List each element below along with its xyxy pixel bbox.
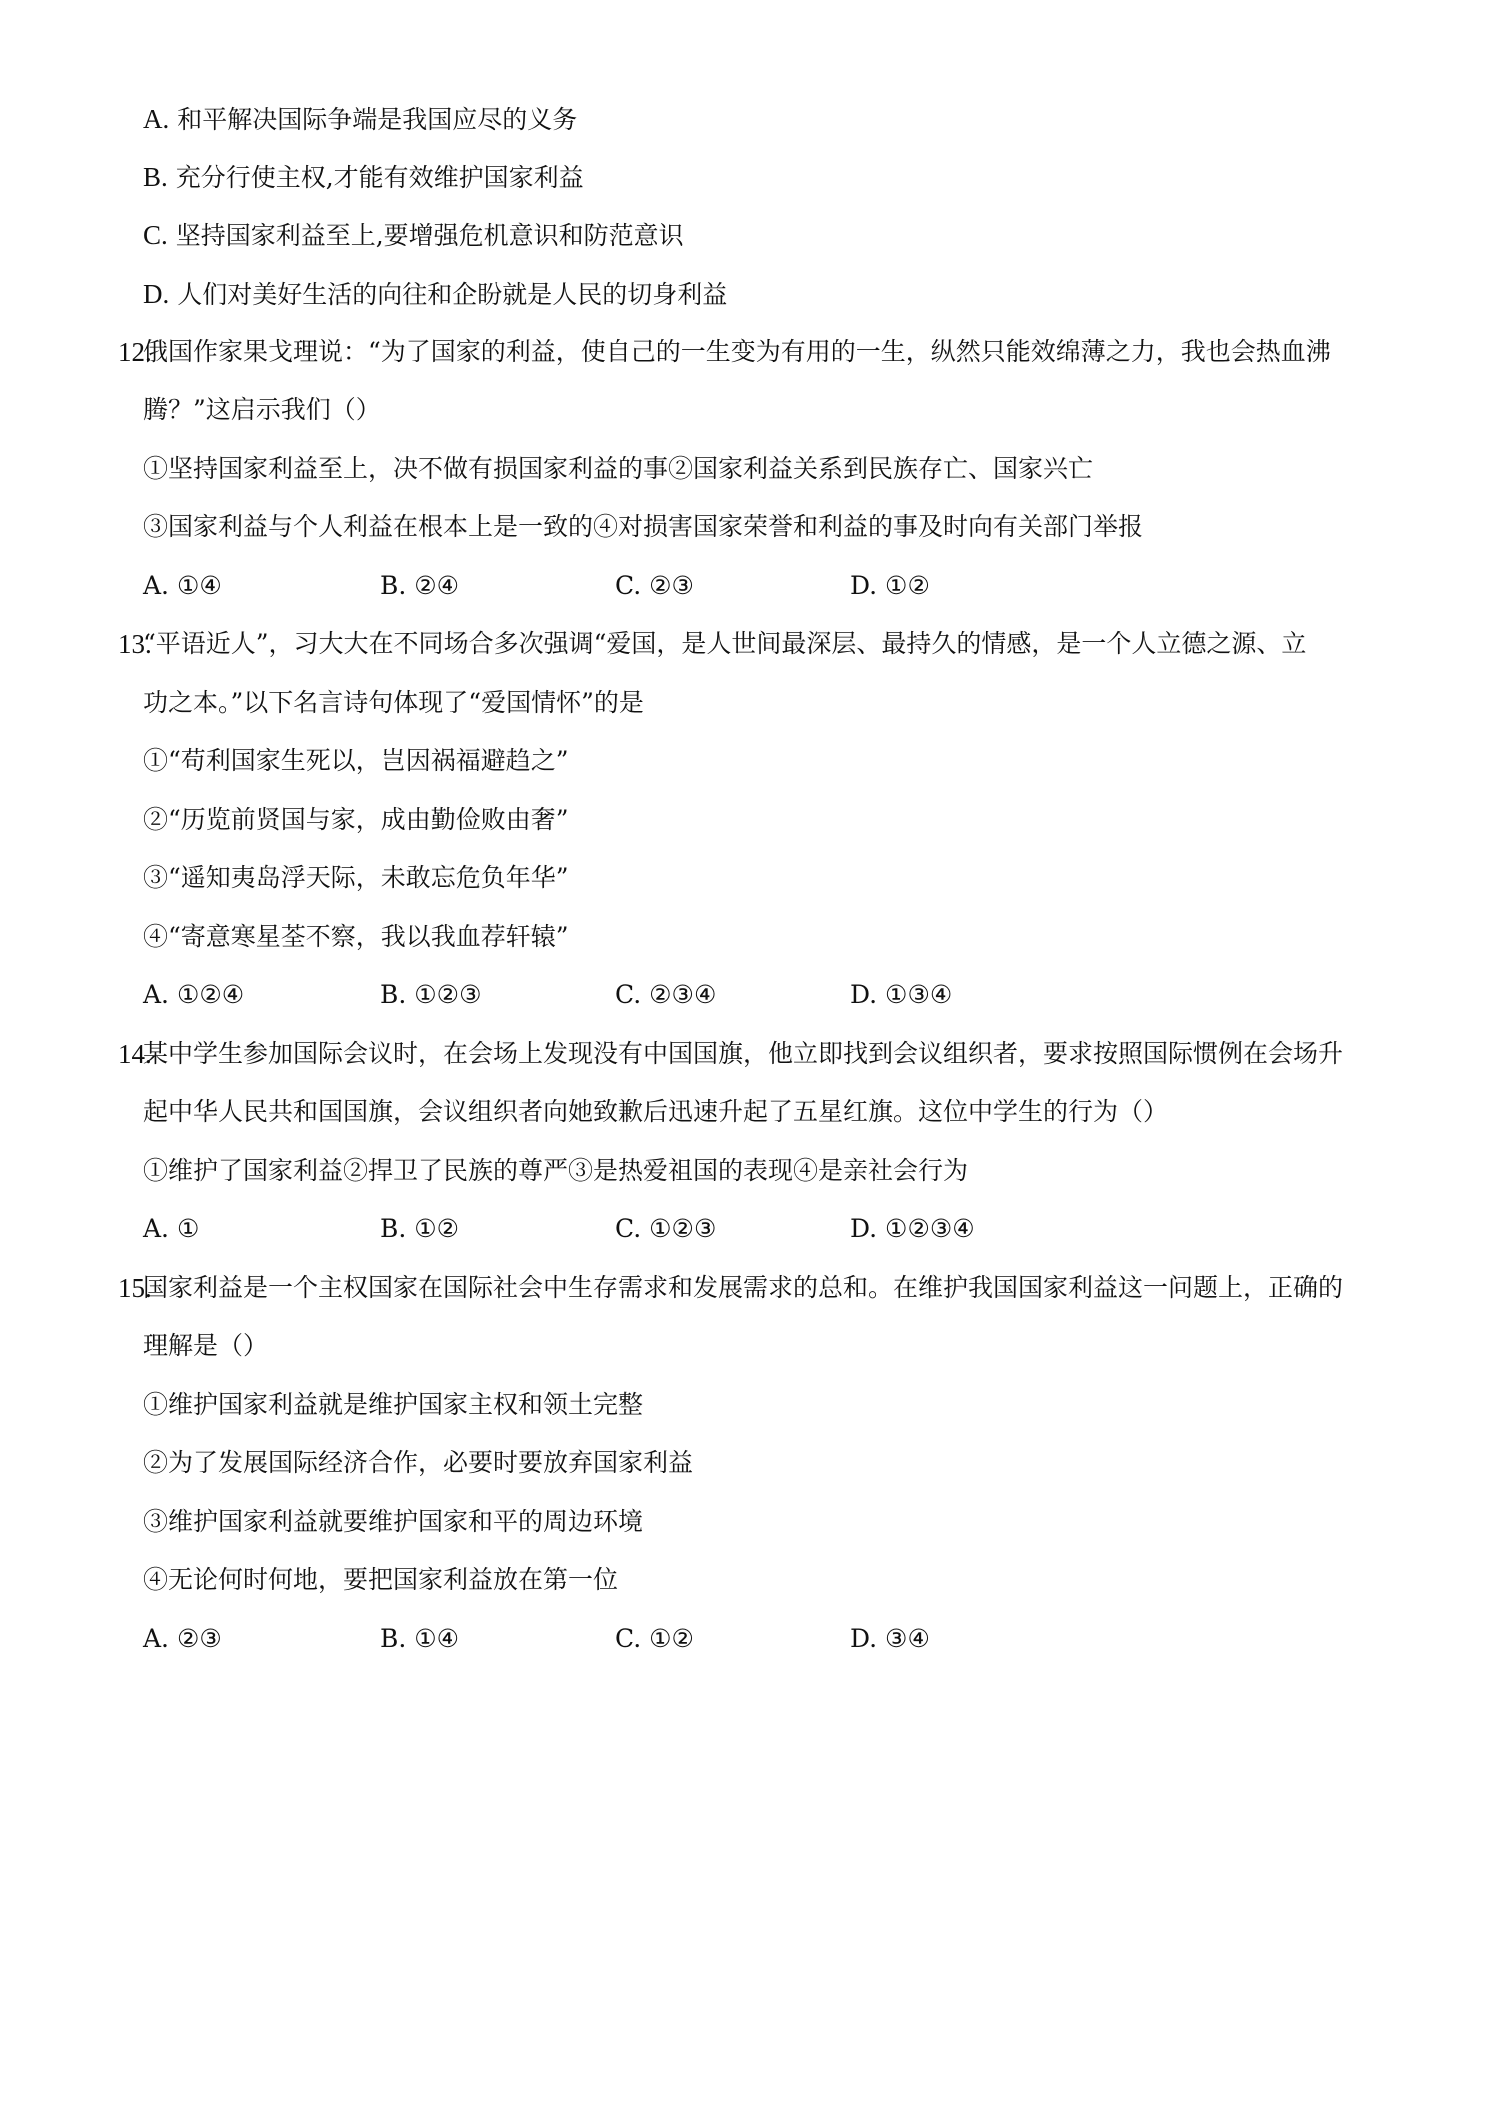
- q14-choice-c: C. ①②③: [615, 1214, 717, 1243]
- q15-choice-a: A. ②③: [143, 1624, 222, 1653]
- q12-choice-a: A. ①④: [143, 571, 222, 600]
- q11-option-a: A. 和平解决国际争端是我国应尽的义务: [143, 104, 578, 134]
- q15-number: 15.: [118, 1273, 152, 1303]
- q12-number: 12.: [118, 337, 152, 367]
- q15-stem-line-2: 理解是（）: [143, 1331, 269, 1360]
- q15-stem-line-1: 国家利益是一个主权国家在国际社会中生存需求和发展需求的总和。在维护我国国家利益这一问题上，正确的: [143, 1273, 1344, 1302]
- q12-stem-line-2: 腾？”这启示我们（）: [143, 395, 381, 424]
- q12-choice-d: D. ①②: [850, 571, 930, 600]
- q13-statement-4: ④“寄意寒星荃不察，我以我血荐轩辕”: [143, 922, 569, 951]
- q12-choices: [143, 569, 1343, 603]
- q11-option-c: C. 坚持国家利益至上,要增强危机意识和防范意识: [143, 220, 684, 250]
- q13-statement-3: ③“遥知夷岛浮天际，未敢忘危负年华”: [143, 863, 569, 892]
- q12-statement-2: ③国家利益与个人利益在根本上是一致的④对损害国家荣誉和利益的事及时向有关部门举报: [143, 512, 1144, 541]
- q15-choice-c: C. ①②: [615, 1624, 694, 1653]
- q13-stem-line-2: 功之本。”以下名言诗句体现了“爱国情怀”的是: [143, 688, 644, 717]
- q14-statement-1: ①维护了国家利益②捍卫了民族的尊严③是热爱祖国的表现④是亲社会行为: [143, 1156, 969, 1185]
- q14-choices: [143, 1212, 1343, 1246]
- q12-choice-b: B. ②④: [380, 571, 460, 600]
- q11-option-d: D. 人们对美好生活的向往和企盼就是人民的切身利益: [143, 279, 728, 309]
- q13-stem-line-1: “平语近人”，习大大在不同场合多次强调“爱国，是人世间最深层、最持久的情感，是一个人立德之源、立: [143, 629, 1307, 658]
- q14-stem-line-2: 起中华人民共和国国旗，会议组织者向她致歉后迅速升起了五星红旗。这位中学生的行为（）: [143, 1097, 1169, 1126]
- q13-number: 13.: [118, 629, 152, 659]
- q14-choice-d: D. ①②③④: [850, 1214, 975, 1243]
- q12-stem-line-1: 俄国作家果戈理说：“为了国家的利益，使自己的一生变为有用的一生，纵然只能效绵薄之力，我也会热血沸: [143, 337, 1331, 366]
- q13-statement-1: ①“苟利国家生死以，岂因祸福避趋之”: [143, 746, 569, 775]
- q15-statement-4: ④无论何时何地，要把国家利益放在第一位: [143, 1565, 619, 1594]
- q15-choices: [143, 1622, 1343, 1656]
- q15-statement-2: ②为了发展国际经济合作，必要时要放弃国家利益: [143, 1448, 694, 1477]
- q15-choice-b: B. ①④: [380, 1624, 460, 1653]
- q15-statement-1: ①维护国家利益就是维护国家主权和领土完整: [143, 1390, 644, 1419]
- q14-number: 14.: [118, 1039, 152, 1069]
- q13-choice-b: B. ①②③: [380, 980, 482, 1009]
- q13-choice-c: C. ②③④: [615, 980, 717, 1009]
- q15-statement-3: ③维护国家利益就要维护国家和平的周边环境: [143, 1507, 644, 1536]
- q14-stem-line-1: 某中学生参加国际会议时，在会场上发现没有中国国旗，他立即找到会议组织者，要求按照国际惯例在会场升: [143, 1039, 1344, 1068]
- q12-choice-c: C. ②③: [615, 571, 694, 600]
- q13-choice-a: A. ①②④: [143, 980, 245, 1009]
- q15-choice-d: D. ③④: [850, 1624, 930, 1653]
- q14-choice-a: A. ①: [143, 1214, 200, 1243]
- q11-option-b: B. 充分行使主权,才能有效维护国家利益: [143, 162, 584, 192]
- q14-choice-b: B. ①②: [380, 1214, 460, 1243]
- q13-choice-d: D. ①③④: [850, 980, 953, 1009]
- q13-statement-2: ②“历览前贤国与家，成由勤俭败由奢”: [143, 805, 569, 834]
- q13-choices: [143, 978, 1343, 1012]
- q12-statement-1: ①坚持国家利益至上，决不做有损国家利益的事②国家利益关系到民族存亡、国家兴亡: [143, 454, 1094, 483]
